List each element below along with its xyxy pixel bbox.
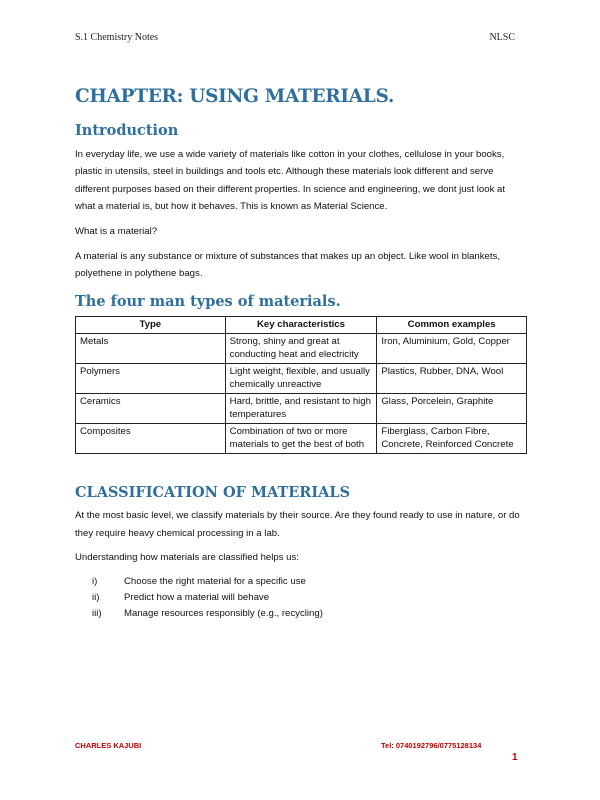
table-cell-type: Metals — [76, 333, 226, 363]
classification-heading: CLASSIFICATION OF MATERIALS — [75, 483, 351, 501]
classification-benefits-list — [75, 574, 525, 622]
table-cell-type: Polymers — [76, 363, 226, 393]
table-cell-examples: Plastics, Rubber, DNA, Wool — [377, 363, 527, 393]
column-header-characteristics: Key characteristics — [225, 316, 377, 333]
list-item — [75, 574, 525, 590]
footer-phone: Tel: 0740192796/0775128134 — [381, 741, 482, 750]
table-cell-examples: Fiberglass, Carbon Fibre, Concrete, Reinforced Concrete — [377, 423, 527, 453]
list-item-text: Choose the right material for a specific use — [124, 576, 306, 588]
table-cell-characteristics: Hard, brittle, and resistant to high temperatures — [225, 393, 377, 423]
column-header-type: Type — [76, 316, 226, 333]
table-cell-characteristics: Combination of two or more materials to get the best of both — [225, 423, 377, 453]
header-course-title: S.1 Chemistry Notes — [75, 32, 159, 43]
list-item — [75, 606, 525, 622]
page-number: 1 — [512, 752, 518, 763]
table-cell-characteristics: Light weight, flexible, and usually chemically unreactive — [225, 363, 377, 393]
table-row — [76, 393, 527, 423]
table-cell-examples: Iron, Aluminium, Gold, Copper — [377, 333, 527, 363]
chapter-title: CHAPTER: USING MATERIALS. — [75, 86, 394, 107]
table-cell-examples: Glass, Porcelein, Graphite — [377, 393, 527, 423]
list-item-marker: iii) — [92, 608, 102, 620]
table-row — [76, 363, 527, 393]
table-row — [76, 423, 527, 453]
classification-paragraph: At the most basic level, we classify materials by their source. Are they found ready to use in nature, or do they require heavy chemical processing in a lab. — [75, 510, 520, 539]
footer-author: CHARLES KAJUBI — [75, 741, 142, 750]
material-types-table — [75, 316, 527, 454]
page-content — [75, 86, 525, 622]
list-item-marker: i) — [92, 576, 98, 588]
table-cell-type: Ceramics — [76, 393, 226, 423]
list-item-marker: ii) — [92, 592, 100, 604]
list-item-text: Predict how a material will behave — [124, 592, 270, 604]
table-cell-characteristics: Strong, shiny and great at conducting heat and electricity — [225, 333, 377, 363]
material-question: What is a material? — [75, 225, 158, 237]
classification-lead: Understanding how materials are classified helps us: — [75, 552, 299, 564]
types-heading: The four man types of materials. — [75, 292, 341, 310]
table-row — [76, 333, 527, 363]
list-item — [75, 590, 525, 606]
header-school-code: NLSC — [489, 32, 515, 43]
material-definition: A material is any substance or mixture of substances that makes up an object. Like wool in blankets, polyethene in polythene bags. — [75, 250, 501, 280]
table-cell-type: Composites — [76, 423, 226, 453]
table-header-row — [76, 316, 527, 333]
list-item-text: Manage resources responsibly (e.g., recycling) — [124, 608, 323, 620]
column-header-examples: Common examples — [377, 316, 527, 333]
introduction-heading: Introduction — [75, 122, 179, 140]
introduction-paragraph: In everyday life, we use a wide variety of materials like cotton in your clothes, cellulose in your books, plastic in utensils, steel in buildings and tools etc. Although these materials look different and serve different purposes based on their different properties. In science and engineering, we dont just look at what a material is, but how it behaves. This is known as Material Science. — [75, 148, 506, 213]
